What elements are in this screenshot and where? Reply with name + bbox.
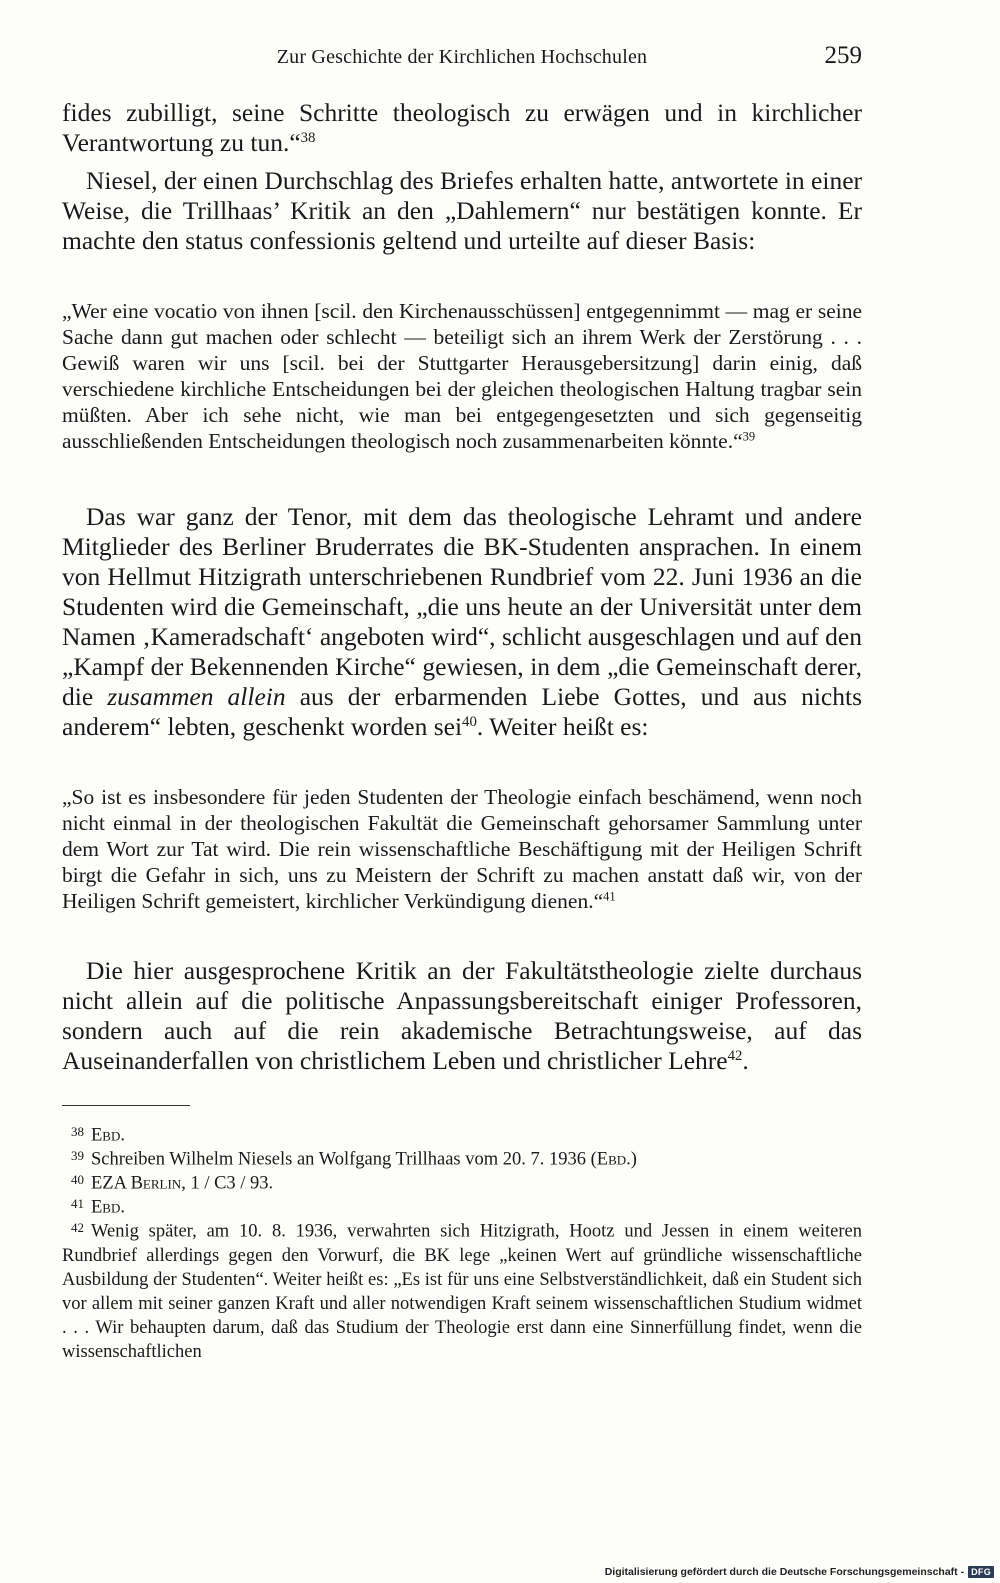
footnote-ref: 41: [603, 889, 616, 904]
footnote-text: , 1 / C3 / 93.: [181, 1173, 274, 1194]
footnote-text-smallcaps: Berlin: [130, 1173, 182, 1194]
paragraph: [62, 956, 862, 1076]
footnote-ref: 42: [727, 1048, 743, 1065]
footnote-number: 38: [71, 1124, 84, 1139]
footnote-text: ): [630, 1149, 637, 1170]
paragraph-italic: zusammen allein: [107, 682, 286, 711]
digitization-credit: [605, 1565, 994, 1579]
footnote-text: Wenig später, am 10. 8. 1936, verwahrten sich Hitzigrath, Hootz und Jessen in einem weiteren Rundbrief allerdings gegen den Vorwurf, die BK lege „keinen Wert auf gründliche wissenschaftliche Ausbildung der Studenten“. Weiter heißt es: „Es ist für uns eine Selbstverständlichkeit, daß ein Student sich vor allem mit seiner ganzen Kraft und aller notwendigen Kraft seinem wissenschaftlichen Studium widmet . . . Wir behaupten darum, daß das Studium der Theologie erst dann eine Sinnerfüllung findet, wenn die wissenschaftlichen: [62, 1221, 862, 1362]
paragraph-text: aus der erbarmenden Liebe Gottes, und aus nichts anderem“ lebten, geschenkt worden sei: [62, 682, 862, 741]
paragraph-text: Die hier ausgesprochene Kritik an der Fakultätstheologie zielte durchaus nicht allein auf die politische Anpassungsbereitschaft einiger Professoren, sondern auch auf die rein akademische Betrachtungsweise, auf das Auseinanderfallen von christlichem Leben und christlicher Lehre: [62, 956, 862, 1075]
paragraph-text: . Weiter heißt es:: [476, 712, 649, 741]
footnote-number: 39: [71, 1148, 84, 1163]
paragraph-text: Niesel, der einen Durchschlag des Briefes erhalten hatte, antwortete in einer Weise, die Trillhaas’ Kritik an den „Dahlemern“ nur bestätigen konnte. Er machte den status confessionis geltend und urteilte auf dieser Basis:: [62, 166, 863, 255]
quote-text: „So ist es insbesondere für jeden Studenten der Theologie einfach beschämend, wenn noch nicht einmal in der theologischen Fakultät die Gemeinschaft gehorsamer Sammlung unter dem Wort zur Tat wird. Die rein wissenschaftliche Beschäftigung mit der Heiligen Schrift birgt die Gefahr in sich, uns zu Meistern der Schrift zu machen anstatt daß wir, von der Heiligen Schrift gemeistert, kirchlicher Verkündigung dienen.“: [62, 785, 862, 913]
paragraph: [62, 502, 862, 742]
footnote-ref: 39: [742, 429, 756, 444]
footnote-text: Ebd.: [91, 1197, 125, 1218]
footnote-text: Ebd.: [91, 1125, 125, 1146]
footnote-number: 42: [71, 1220, 84, 1235]
paragraph-continuation: [62, 98, 862, 158]
quote-text: „Wer eine vocatio von ihnen [scil. den Kirchenausschüssen] entgegennimmt — mag er seine Sache dann gut machen oder schlecht — beteiligt sich an ihrem Werk der Zerstörung . . . Gewiß waren wir uns [scil. bei der Stuttgarter Herausgebersitzung] darin einig, daß verschiedene kirchliche Entscheidungen bei der gleichen theologischen Haltung tragbar sein müßten. Aber ich sehe nicht, wie man bei entgegengesetzten und sich gegenseitig ausschließenden Entscheidungen theologisch noch zusammenarbeiten könnte.“: [62, 299, 862, 453]
paragraph-text: .: [742, 1046, 749, 1075]
block-quote: [62, 784, 862, 914]
running-head: Zur Geschichte der Kirchlichen Hochschulen: [276, 46, 648, 68]
credit-text: Digitalisierung gefördert durch die Deutsche Forschungsgemeinschaft -: [604, 1566, 965, 1578]
footnote-number: 40: [71, 1172, 84, 1187]
page-number: 259: [824, 42, 862, 69]
footnote-text-smallcaps: Ebd.: [596, 1149, 631, 1170]
dfg-logo: DFG: [968, 1566, 994, 1578]
paragraph-text: fides zubilligt, seine Schritte theologisch zu erwägen und in kirchlicher Verantwortung zu tun.“: [62, 98, 862, 157]
block-quote: [62, 298, 862, 454]
footnote-ref: 38: [300, 130, 316, 147]
page-header: [62, 44, 862, 74]
paragraph-text: Das war ganz der Tenor, mit dem das theologische Lehramt und andere Mitglieder des Berliner Bruderrates die BK-Studenten ansprachen. In einem von Hellmut Hitzigrath unterschriebenen Rundbrief vom 22. Juni 1936 an die Studenten wird die Gemeinschaft, „die uns heute an der Universität unter dem Namen ‚Kameradschaft‘ angeboten wird“, schlicht ausgeschlagen und auf den „Kampf der Bekennenden Kirche“ gewiesen, in dem „die Gemeinschaft derer, die: [62, 502, 862, 711]
footnote-text: EZA: [91, 1173, 131, 1194]
footnote-number: 41: [71, 1196, 84, 1211]
footnote-ref: 40: [462, 714, 477, 731]
footnote-divider: [62, 1105, 190, 1106]
paragraph: [62, 166, 862, 256]
footnote: [62, 1216, 862, 1364]
footnote-text: Schreiben Wilhelm Niesels an Wolfgang Trillhaas vom 20. 7. 1936 (: [91, 1149, 597, 1170]
